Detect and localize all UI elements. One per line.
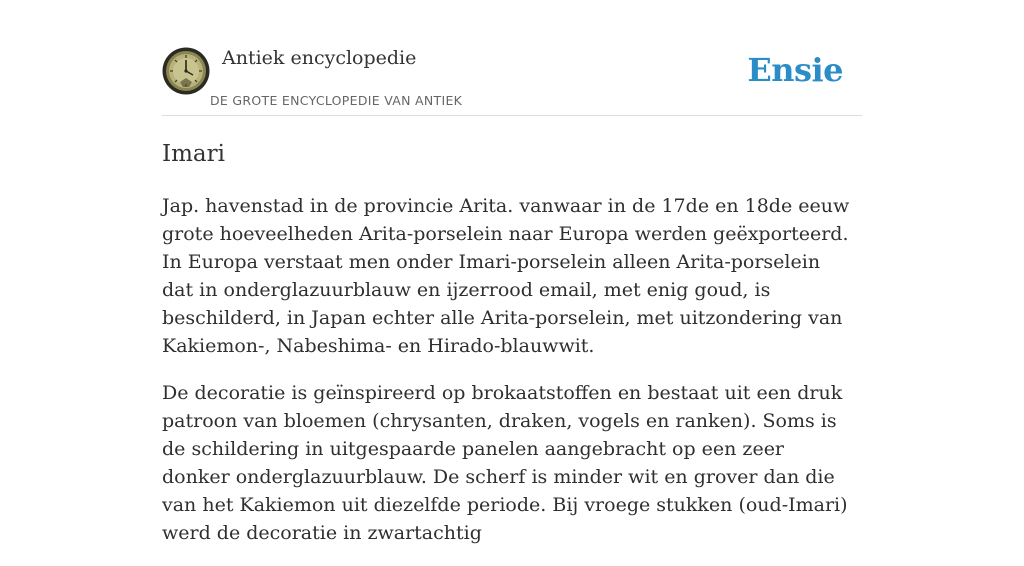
article-paragraph: Jap. havenstad in de provincie Arita. vanwaar in de 17de en 18de eeuw grote hoeveelheden Arita-porselein naar Europa werden geëxporteerd. In Europa verstaat men onder Imari-porselein alleen Arita-porselein dat in onderglazuurblauw en ijzerrood email, met enig goud, is beschilderd, in Japan echter alle Arita-porselein, met uitzondering van Kakiemon-, Nabeshima- en Hirado-blauwwit.	[162, 195, 850, 357]
site-title[interactable]: Antiek encyclopedie	[222, 47, 417, 69]
header-divider	[162, 115, 862, 116]
site-subtitle: DE GROTE ENCYCLOPEDIE VAN ANTIEK	[210, 93, 463, 108]
antique-clock-icon	[162, 47, 210, 95]
article	[162, 138, 852, 566]
site-header	[162, 46, 862, 116]
ensie-brand-logo[interactable]: Ensie	[747, 51, 843, 89]
article-paragraph: De decoratie is geïnspireerd op brokaatstoffen en bestaat uit een druk patroon van bloemen (chrysanten, draken, vogels en ranken). Soms is de schildering in uitgespaarde panelen aangebracht op een zeer donker onderglazuurblauw. De scherf is minder wit en grover dan die van het Kakiemon uit diezelfde periode. Bij vroege stukken (oud-Imari) werd de decoratie in zwartachtig	[162, 382, 848, 544]
article-title: Imari	[162, 141, 225, 167]
article-body	[162, 192, 852, 547]
